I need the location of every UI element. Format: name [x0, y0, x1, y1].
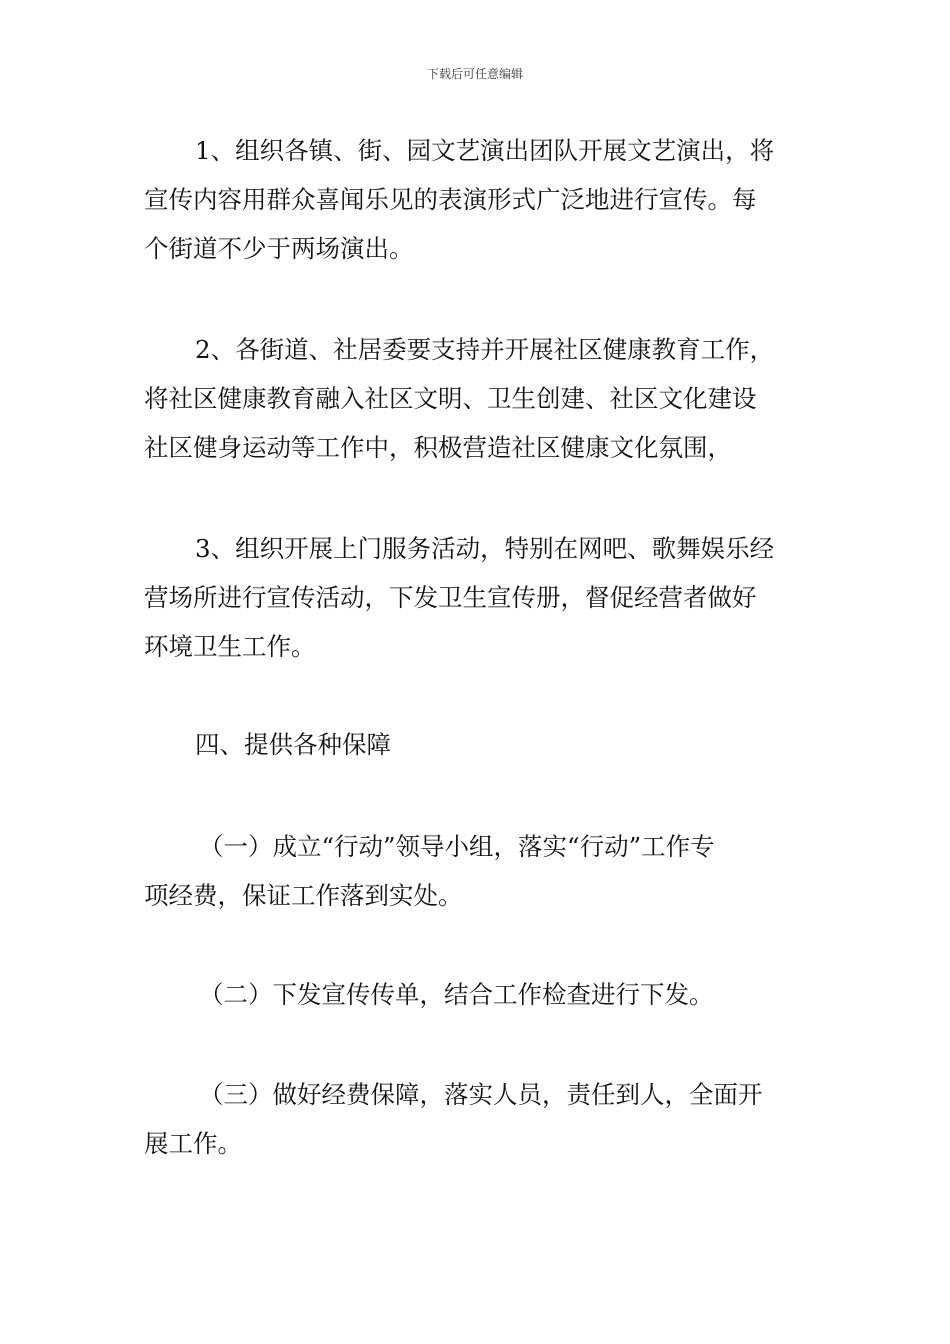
paragraph-1: [144, 126, 814, 273]
paragraph-line: 营场所进行宣传活动，下发卫生宣传册，督促经营者做好: [144, 583, 757, 612]
paragraph-sub-2: [144, 970, 814, 1019]
section-heading-text: 四、提供各种保障: [195, 730, 391, 759]
paragraph-3: [144, 524, 814, 671]
paragraph-line: 将社区健康教育融入社区文明、卫生创建、社区文化建设: [144, 384, 757, 413]
paragraph-line: 2、各街道、社居委要支持并开展社区健康教育工作，: [195, 335, 775, 364]
paragraph-line: 环境卫生工作。: [144, 632, 316, 661]
paragraph-line: （三）做好经费保障，落实人员，责任到人，全面开: [199, 1080, 763, 1109]
paragraph-line: 1、组织各镇、街、园文艺演出团队开展文艺演出，将: [195, 136, 775, 165]
paragraph-line: 展工作。: [144, 1129, 242, 1158]
paragraph-sub-3: [144, 1070, 814, 1168]
section-heading-4: [144, 720, 814, 769]
paragraph-line: 宣传内容用群众喜闻乐见的表演形式广泛地进行宣传。每: [144, 185, 757, 214]
paragraph-sub-1: [144, 822, 814, 920]
paragraph-2: [144, 325, 814, 472]
paragraph-line: 个街道不少于两场演出。: [144, 234, 414, 263]
paragraph-line: （二）下发宣传传单，结合工作检查进行下发。: [199, 980, 714, 1009]
paragraph-line: 社区健身运动等工作中，积极营造社区健康文化氛围，: [144, 433, 732, 462]
page-header-note: 下载后可任意编辑: [426, 67, 523, 81]
paragraph-line: （一）成立“行动”领导小组，落实“行动”工作专: [199, 832, 715, 861]
paragraph-line: 3、组织开展上门服务活动，特别在网吧、歌舞娱乐经: [195, 534, 775, 563]
paragraph-line: 项经费，保证工作落到实处。: [144, 881, 463, 910]
